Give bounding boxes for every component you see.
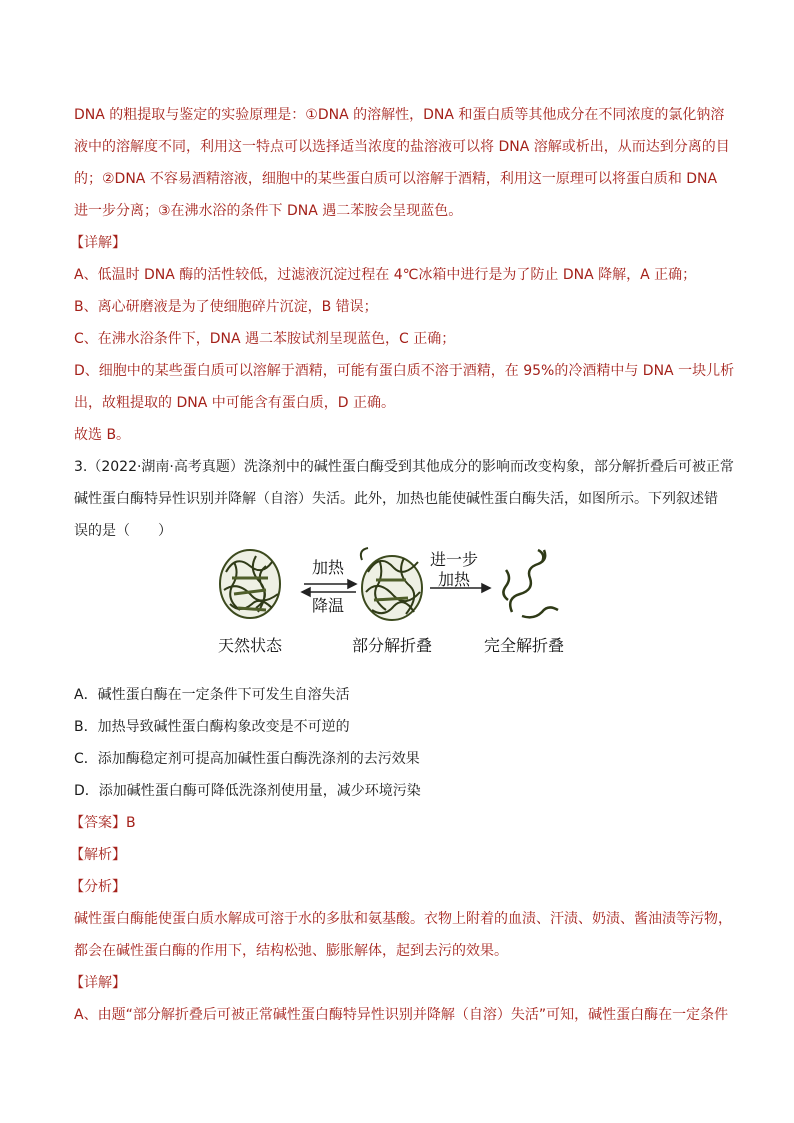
partial-unfold-protein-image [361,548,422,620]
choose-answer: 故选 B。 [74,427,131,443]
arrow2-top-label-2: 加热 [438,570,471,589]
detail-line-d: D、细胞中的某些蛋白质可以溶解于酒精，可能有蛋白质不溶于酒精，在 95%的冷酒精中与 DNA 一块儿析 [74,363,735,379]
principle-line-1: DNA 的粗提取与鉴定的实验原理是：①DNA 的溶解性，DNA 和蛋白质等其他成分在不同浓度的氯化钠溶 [74,107,725,123]
detail-heading-2: 【详解】 [70,975,126,991]
analysis-heading: 【解析】 [70,847,126,863]
question-line-1: 3.（2022·湖南·高考真题）洗涤剂中的碱性蛋白酶受到其他成分的影响而改变构象，部分解折叠后可被正常 [74,459,734,475]
option-a: A．碱性蛋白酶在一定条件下可发生自溶失活 [74,687,350,703]
arrow1-bottom-label: 降温 [312,596,345,615]
detail2-line-a: A、由题“部分解折叠后可被正常碱性蛋白酶特异性识别并降解（自溶）失活”可知，碱性蛋白酶在一定条件 [74,1007,729,1023]
answer-line: 【答案】B [70,815,136,831]
reversible-arrows [302,580,356,596]
protein-folding-figure [212,542,584,662]
detail-line-c: C、在沸水浴条件下，DNA 遇二苯胺试剂呈现蓝色，C 正确； [74,331,456,347]
detail-line-a: A、低温时 DNA 酶的活性较低，过滤液沉淀过程在 4℃冰箱中进行是为了防止 DNA 降解，A 正确； [74,267,697,283]
principle-line-2: 液中的溶解度不同，利用这一特点可以选择适当浓度的盐溶液可以将 DNA 溶解或析出，从而达到分离的目 [74,139,730,155]
principle-line-4: 进一步分离；③在沸水浴的条件下 DNA 遇二苯胺会呈现蓝色。 [74,203,463,219]
partial-unfold-label: 部分解折叠 [352,636,433,655]
native-state-label: 天然状态 [218,636,283,655]
option-d: D．添加碱性蛋白酶可降低洗涤剂使用量，减少环境污染 [74,783,421,799]
detail-heading: 【详解】 [70,235,126,251]
fenxi-line-1: 碱性蛋白酶能使蛋白质水解成可溶于水的多肽和氨基酸。衣物上附着的血渍、汗渍、奶渍、酱油渍等污物， [74,911,732,927]
fenxi-heading: 【分析】 [70,879,126,895]
detail-line-d-cont: 出，故粗提取的 DNA 中可能含有蛋白质，D 正确。 [74,395,395,411]
arrow1-top-label: 加热 [312,558,345,577]
option-b: B．加热导致碱性蛋白酶构象改变是不可逆的 [74,719,350,735]
detail-line-b: B、离心研磨液是为了使细胞碎片沉淀，B 错误； [74,299,378,315]
principle-line-3: 的；②DNA 不容易酒精溶液，细胞中的某些蛋白质可以溶解于酒精，利用这一原理可以将蛋白质和 DNA [74,171,718,187]
full-unfold-protein-image [503,550,558,617]
full-unfold-label: 完全解折叠 [484,636,565,655]
question-line-3: 误的是（ ） [74,523,172,539]
question-line-2: 碱性蛋白酶特异性识别并降解（自溶）失活。此外，加热也能使碱性蛋白酶失活，如图所示。下列叙述错 [74,491,718,507]
fenxi-line-2: 都会在碱性蛋白酶的作用下，结构松弛、膨胀解体，起到去污的效果。 [74,943,508,959]
arrow2-top-label-1: 进一步 [430,550,479,569]
native-protein-image [220,550,280,618]
option-c: C．添加酶稳定剂可提高加碱性蛋白酶洗涤剂的去污效果 [74,751,420,767]
